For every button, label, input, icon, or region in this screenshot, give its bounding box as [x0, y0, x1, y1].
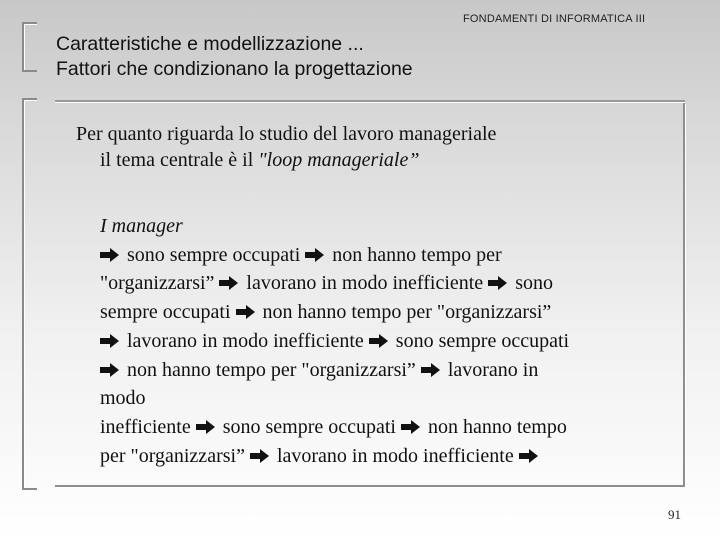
body-text-segment: sono sempre occupati [390, 329, 570, 352]
body-line [100, 327, 680, 356]
right-arrow-icon [196, 420, 218, 434]
right-arrow-icon [250, 449, 272, 463]
right-arrow-icon [421, 363, 443, 377]
loop-manageriale-emphasis: "loop manageriale” [258, 149, 420, 171]
manager-loop-paragraph [100, 212, 680, 470]
body-text-segment: sono [510, 272, 553, 295]
body-text-segment: inefficiente [100, 415, 196, 438]
body-text-segment: lavorano in modo inefficiente [241, 272, 489, 295]
title-bracket-decoration [22, 22, 37, 72]
right-arrow-icon [100, 248, 122, 262]
body-line [100, 442, 680, 471]
page-number: 91 [668, 507, 681, 522]
right-arrow-icon [236, 305, 258, 319]
body-text-segment: non hanno tempo per "organizzarsi” [257, 301, 552, 324]
body-line [100, 356, 680, 385]
body-line [100, 298, 680, 327]
body-text-segment: modo [100, 387, 146, 410]
body-text-segment: non hanno tempo per [327, 243, 502, 266]
intro-line-2-text: il tema centrale è il [100, 149, 259, 171]
right-arrow-icon [369, 334, 391, 348]
body-text-segment: lavorano in [442, 358, 539, 381]
right-arrow-icon [305, 248, 327, 262]
right-arrow-icon [100, 334, 122, 348]
intro-line-2 [76, 147, 496, 173]
right-arrow-icon [100, 363, 122, 377]
right-arrow-icon [488, 276, 510, 290]
body-line [100, 384, 680, 413]
right-arrow-icon [219, 276, 241, 290]
body-text-segment: non hanno tempo [422, 415, 567, 438]
body-heading [100, 212, 680, 241]
body-text-segment: sono sempre occupati [217, 415, 401, 438]
course-header: FONDAMENTI DI INFORMATICA III [463, 13, 646, 25]
intro-line-1: Per quanto riguarda lo studio del lavoro manageriale [76, 123, 497, 145]
manager-heading: I manager [100, 215, 183, 237]
body-text-segment: sono sempre occupati [122, 243, 306, 266]
body-text-segment: non hanno tempo per "organizzarsi” [122, 358, 421, 381]
body-text-segment: lavorano in modo inefficiente [271, 444, 519, 467]
right-arrow-icon [519, 449, 541, 463]
intro-paragraph [76, 121, 496, 173]
body-line [100, 413, 680, 442]
body-text-segment: per "organizzarsi” [100, 444, 250, 467]
body-line [100, 269, 680, 298]
right-arrow-icon [401, 420, 423, 434]
slide-title [56, 32, 413, 82]
content-bracket-decoration [22, 98, 37, 490]
body-line [100, 241, 680, 270]
slide-title-line-2: Fattori che condizionano la progettazione [56, 58, 413, 80]
slide-title-line-1: Caratteristiche e modellizzazione ... [56, 33, 364, 55]
body-text-segment: "organizzarsi” [100, 272, 220, 295]
body-text-segment: lavorano in modo inefficiente [122, 329, 369, 352]
body-text-segment: sempre occupati [100, 301, 236, 324]
